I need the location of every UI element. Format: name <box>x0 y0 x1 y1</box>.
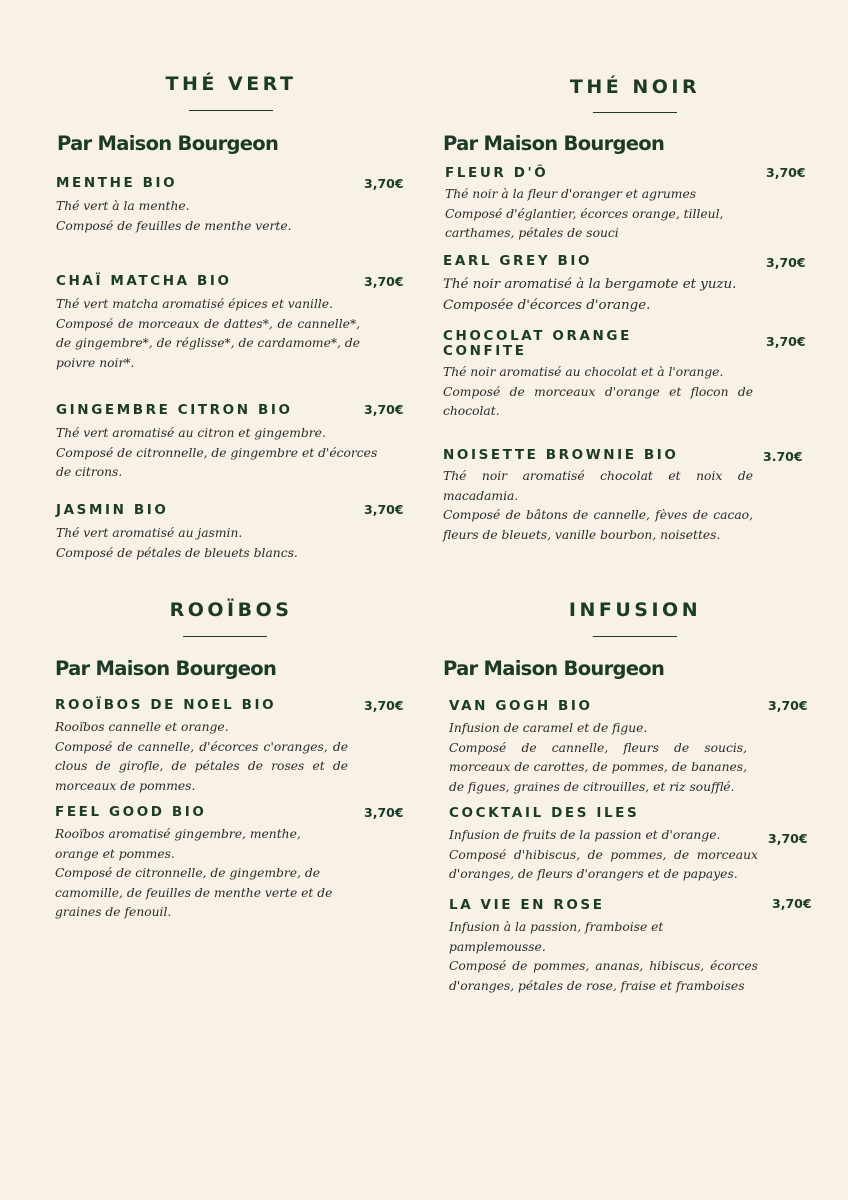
menu-item <box>443 254 753 316</box>
item-name: MENTHE BIO <box>56 175 178 191</box>
item-description: Rooïbos aromatisé gingembre, menthe, orange et pommes. Composé de citronnelle, de gingembre, de camomille, de feuilles de menthe verte et de graines de fenouil. <box>55 827 333 919</box>
menu-item <box>56 274 360 373</box>
menu-item <box>55 698 348 796</box>
item-price: 3,70€ <box>768 831 808 846</box>
section-divider <box>593 112 677 113</box>
item-name: CHOCOLAT ORANGE CONFITE <box>443 328 632 359</box>
item-name: FEEL GOOD BIO <box>55 804 207 820</box>
item-name: COCKTAIL DES ILES <box>449 805 640 821</box>
item-description: Thé noir à la fleur d'oranger et agrumes Composé d'églantier, écorces orange, tilleul, carthames, pétales de souci <box>445 187 724 240</box>
item-price: 3,70€ <box>772 896 812 911</box>
item-price: 3,70€ <box>364 274 404 289</box>
menu-item <box>445 166 745 244</box>
item-description: Thé vert à la menthe. Composé de feuilles de menthe verte. <box>56 199 292 233</box>
menu-item <box>449 806 758 885</box>
item-price: 3,70€ <box>766 255 806 270</box>
item-price: 3,70€ <box>766 334 806 349</box>
item-description: Infusion à la passion, framboise et pamplemousse. Composé de pommes, ananas, hibiscus, écorces d'oranges, pétales de rose, fraise et framboises <box>449 920 758 993</box>
item-price: 3,70€ <box>364 176 404 191</box>
item-name: FLEUR D'Ô <box>445 165 549 181</box>
item-price: 3,70€ <box>364 402 404 417</box>
item-description: Thé noir aromatisé chocolat et noix de macadamia. Composé de bâtons de cannelle, fèves de cacao, fleurs de bleuets, vanille bourbon, noisettes. <box>443 469 753 542</box>
section-divider <box>189 110 273 111</box>
item-description: Infusion de fruits de la passion et d'orange. Composé d'hibiscus, de pommes, de morceaux d'oranges, de fleurs d'orangers et de papayes. <box>449 828 758 881</box>
menu-item <box>56 503 356 563</box>
brand-heading: Par Maison Bourgeon <box>443 132 665 155</box>
item-description: Thé noir aromatisé à la bergamote et yuzu. Composée d'écorces d'orange. <box>443 277 737 313</box>
menu-item <box>449 699 747 797</box>
brand-heading: Par Maison Bourgeon <box>443 657 665 680</box>
menu-item <box>56 403 384 483</box>
section-title: THÉ VERT <box>165 73 297 95</box>
brand-heading: Par Maison Bourgeon <box>55 657 277 680</box>
menu-item <box>443 329 753 422</box>
item-price: 3,70€ <box>364 502 404 517</box>
item-price: 3.70€ <box>763 449 803 464</box>
item-price: 3,70€ <box>766 165 806 180</box>
item-description: Thé vert aromatisé au jasmin. Composé de pétales de bleuets blancs. <box>56 526 298 560</box>
item-name: GINGEMBRE CITRON BIO <box>56 402 293 418</box>
item-name: ROOÏBOS DE NOEL BIO <box>55 697 277 713</box>
item-description: Thé vert matcha aromatisé épices et vanille. Composé de morceaux de dattes*, de cannelle*, de gingembre*, de réglisse*, de cardamome*, de poivre noir*. <box>56 297 360 370</box>
item-description: Infusion de caramel et de figue. Composé de cannelle, fleurs de soucis, morceaux de carottes, de pommes, de bananes, de figues, graines de citrouilles, et riz soufflé. <box>449 721 747 794</box>
item-price: 3,70€ <box>364 698 404 713</box>
section-title: ROOÏBOS <box>169 599 293 621</box>
section-title: INFUSION <box>568 599 702 621</box>
item-name: EARL GREY BIO <box>443 253 593 269</box>
item-name: JASMIN BIO <box>56 502 169 518</box>
item-price: 3,70€ <box>364 805 404 820</box>
item-price: 3,70€ <box>768 698 808 713</box>
menu-item <box>449 898 758 996</box>
item-name: NOISETTE BROWNIE BIO <box>443 447 679 463</box>
section-title: THÉ NOIR <box>569 76 701 98</box>
item-description: Thé noir aromatisé au chocolat et à l'orange. Composé de morceaux d'orange et flocon de chocolat. <box>443 365 753 418</box>
menu-item <box>56 176 348 236</box>
item-description: Thé vert aromatisé au citron et gingembre. Composé de citronnelle, de gingembre et d'écorces de citrons. <box>56 426 378 479</box>
item-name: VAN GOGH BIO <box>449 698 593 714</box>
brand-heading: Par Maison Bourgeon <box>57 132 279 155</box>
section-divider <box>183 636 267 637</box>
item-name: CHAÏ MATCHA BIO <box>56 273 232 289</box>
section-divider <box>593 636 677 637</box>
item-description: Rooïbos cannelle et orange. Composé de cannelle, d'écorces c'oranges, de clous de girofle, de pétales de roses et de morceaux de pommes. <box>55 720 348 793</box>
menu-item <box>55 805 345 923</box>
item-name: LA VIE EN ROSE <box>449 897 605 913</box>
menu-item <box>443 448 753 545</box>
